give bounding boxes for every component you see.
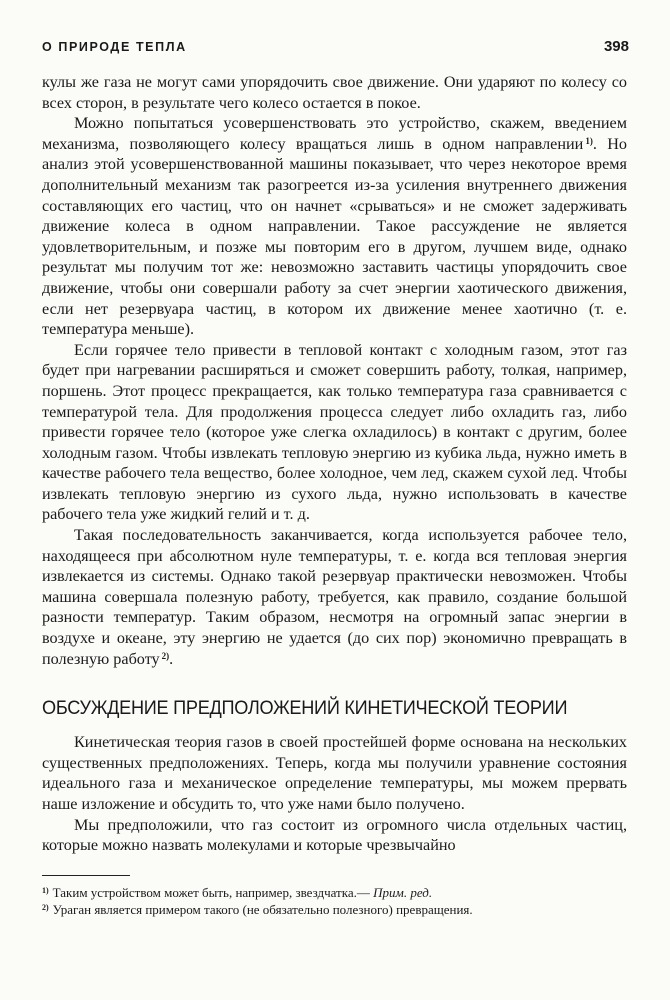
paragraph-1: кулы же газа не могут сами упорядочить свое движение. Они ударяют по колесу со всех сторон, в результате чего колесо остается в покое. bbox=[42, 73, 627, 112]
running-head: О ПРИРОДЕ ТЕПЛА bbox=[42, 40, 187, 54]
footnote-1-text: Таким устройством может быть, например, звездчатка.— bbox=[52, 884, 374, 900]
footnote-2-marker: 2) bbox=[42, 902, 49, 912]
section-heading: ОБСУЖДЕНИЕ ПРЕДПОЛОЖЕНИЙ КИНЕТИЧЕСКОЙ ТЕОРИИ bbox=[42, 697, 568, 720]
paragraph-4-text-a: Такая последовательность заканчивается, когда используется рабочее тело, находящееся при абсолютном нуле температуры, т. е. когда вся тепловая энергия извлекается из системы. Однако такой резервуар практически невозможен. Чтобы машина совершала полезную работу, требуется, как правило, создание большой разности температур. Таким образом, несмотря на огромный запас энергии в воздухе и океане, эту энергию не удается (до сих пор) экономично превращать в полезную работу bbox=[42, 526, 627, 668]
section-paragraph-2: Мы предположили, что газ состоит из огромного числа отдельных частиц, которые можно назвать молекулами и которые чрезвычайно bbox=[42, 815, 627, 855]
paragraph-2-text-a: Можно попытаться усовершенствовать это устройство, скажем, введением механизма, позволяющего колесу вращаться лишь в одном направлении bbox=[42, 114, 627, 153]
paragraph-4 bbox=[42, 525, 627, 669]
footnote-2-text: Ураган является примером такого (не обязательно полезного) превращения. bbox=[52, 901, 473, 917]
footnote-ref-2: 2) bbox=[161, 650, 170, 661]
paragraph-3: Если горячее тело привести в тепловой контакт с холодным газом, этот газ будет при нагревании расширяться и сможет совершить работу, толкая, например, поршень. Этот процесс прекращается, как только температура газа сравнивается с температурой тела. Для продолжения процесса следует либо охладить газ, либо привести горячее тело (которое уже слегка охладилось) в контакт с другим, более холодным газом. Чтобы извлекать тепловую энергию из кубика льда, нужно иметь в качестве рабочего тела вещество, более холодное, чем лед, скажем сухой лед. Чтобы извлекать тепловую энергию из сухого льда, нужно использовать в качестве рабочего тела уже жидкий гелий и т. д. bbox=[42, 340, 627, 524]
paragraph-2-text-b: . Но анализ этой усовершенствованной машины показывает, что через некоторое время дополнительный механизм так разогреется из-за усиления внутреннего движения составляющих его частиц, что он начнет «срываться» и не сможет задерживать движение колеса в одном направлении. Такое рассуждение не является удовлетворительным, и позже мы повторим его в другом, лучшем виде, однако результат мы получим тот же: невозможно заставить частицы упорядочить свое движение, чтобы они совершали работу за счет энергии хаотического движения, если нет резервуара частиц, в котором их движение менее хаотично (т. е. температура меньше). bbox=[42, 134, 627, 339]
book-page bbox=[42, 38, 627, 918]
page-header bbox=[42, 38, 627, 72]
paragraph-4-text-b: . bbox=[169, 649, 174, 668]
footnote-1-marker: 1) bbox=[42, 885, 49, 895]
footnote-ref-1: 1) bbox=[585, 135, 593, 146]
section-paragraph-1: Кинетическая теория газов в своей простейшей форме основана на нескольких существенных предположениях. Теперь, когда мы получили уравнение состояния идеального газа и механическое определение температуры, мы можем прервать наше изложение и обсудить то, что уже нами было получено. bbox=[42, 733, 627, 813]
footnote-1-editor-note: Прим. ред. bbox=[373, 884, 433, 900]
page-number: 398 bbox=[603, 38, 629, 55]
footnote-divider bbox=[42, 875, 130, 876]
footnote-2 bbox=[42, 901, 627, 918]
paragraph-2 bbox=[42, 113, 627, 340]
footnote-1 bbox=[42, 884, 627, 901]
